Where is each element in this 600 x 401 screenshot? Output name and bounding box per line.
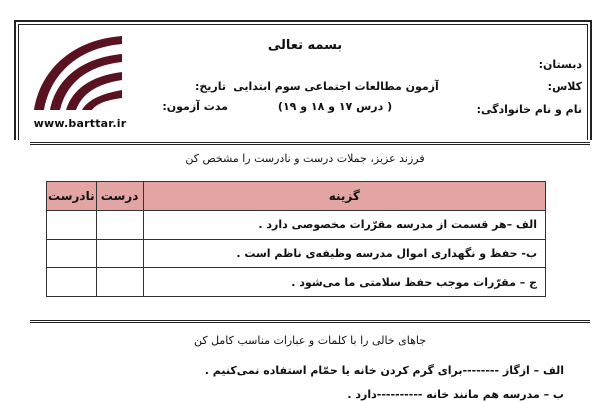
logo-website-text: www.barttar.ir bbox=[33, 117, 127, 130]
table-row bbox=[47, 211, 546, 240]
exam-lessons: ( درس ۱۷ و ۱۸ و ۱۹) bbox=[277, 100, 393, 113]
header-divider bbox=[30, 142, 590, 145]
section-divider bbox=[30, 320, 590, 323]
correct-header: درست bbox=[96, 182, 143, 211]
statement-cell: ج – مقرّرات موجب حفظ سلامتی ما می‌شود . bbox=[143, 268, 545, 297]
correct-answer-cell[interactable] bbox=[96, 239, 143, 268]
correct-answer-cell[interactable] bbox=[96, 268, 143, 297]
table-header-row bbox=[47, 182, 546, 211]
table-row bbox=[47, 239, 546, 268]
exam-title: آزمون مطالعات اجتماعی سوم ابتدایی bbox=[233, 80, 439, 93]
fill-blank-item-2: ب – مدرسه هم مانند خانه ----------دارد . bbox=[347, 388, 564, 401]
statement-cell: ب- حفظ و نگهداری اموال مدرسه وظیفه‌ی ناظم است . bbox=[143, 239, 545, 268]
option-header: گزینه bbox=[143, 182, 545, 211]
fill-blank-item-1: الف – ازگاز --------برای گرم کردن خانه یا حمّام استفاده نمی‌کنیم . bbox=[204, 364, 564, 377]
bismillah-title: بسمه تعالی bbox=[267, 38, 343, 53]
class-label: کلاس: bbox=[547, 80, 582, 93]
date-label: تاریخ: bbox=[194, 80, 226, 93]
student-name-label: نام و نام خانوادگی: bbox=[476, 103, 582, 116]
incorrect-header: نادرست bbox=[47, 182, 97, 211]
statement-cell: الف –هر قسمت از مدرسه مقرّرات مخصوصی دارد . bbox=[143, 211, 545, 240]
barttar-logo-icon bbox=[30, 32, 126, 112]
section1-instruction: فرزند عزیز، جملات درست و نادرست را مشخص کن bbox=[185, 152, 425, 165]
correct-answer-cell[interactable] bbox=[96, 211, 143, 240]
exam-duration-label: مدت آزمون: bbox=[162, 100, 228, 113]
incorrect-answer-cell[interactable] bbox=[47, 268, 97, 297]
incorrect-answer-cell[interactable] bbox=[47, 211, 97, 240]
table-row bbox=[47, 268, 546, 297]
incorrect-answer-cell[interactable] bbox=[47, 239, 97, 268]
school-label: دبستان: bbox=[538, 58, 582, 71]
true-false-table bbox=[46, 181, 546, 297]
section2-instruction: جاهای خالی را با کلمات و عبارات مناسب کامل کن bbox=[193, 334, 427, 347]
